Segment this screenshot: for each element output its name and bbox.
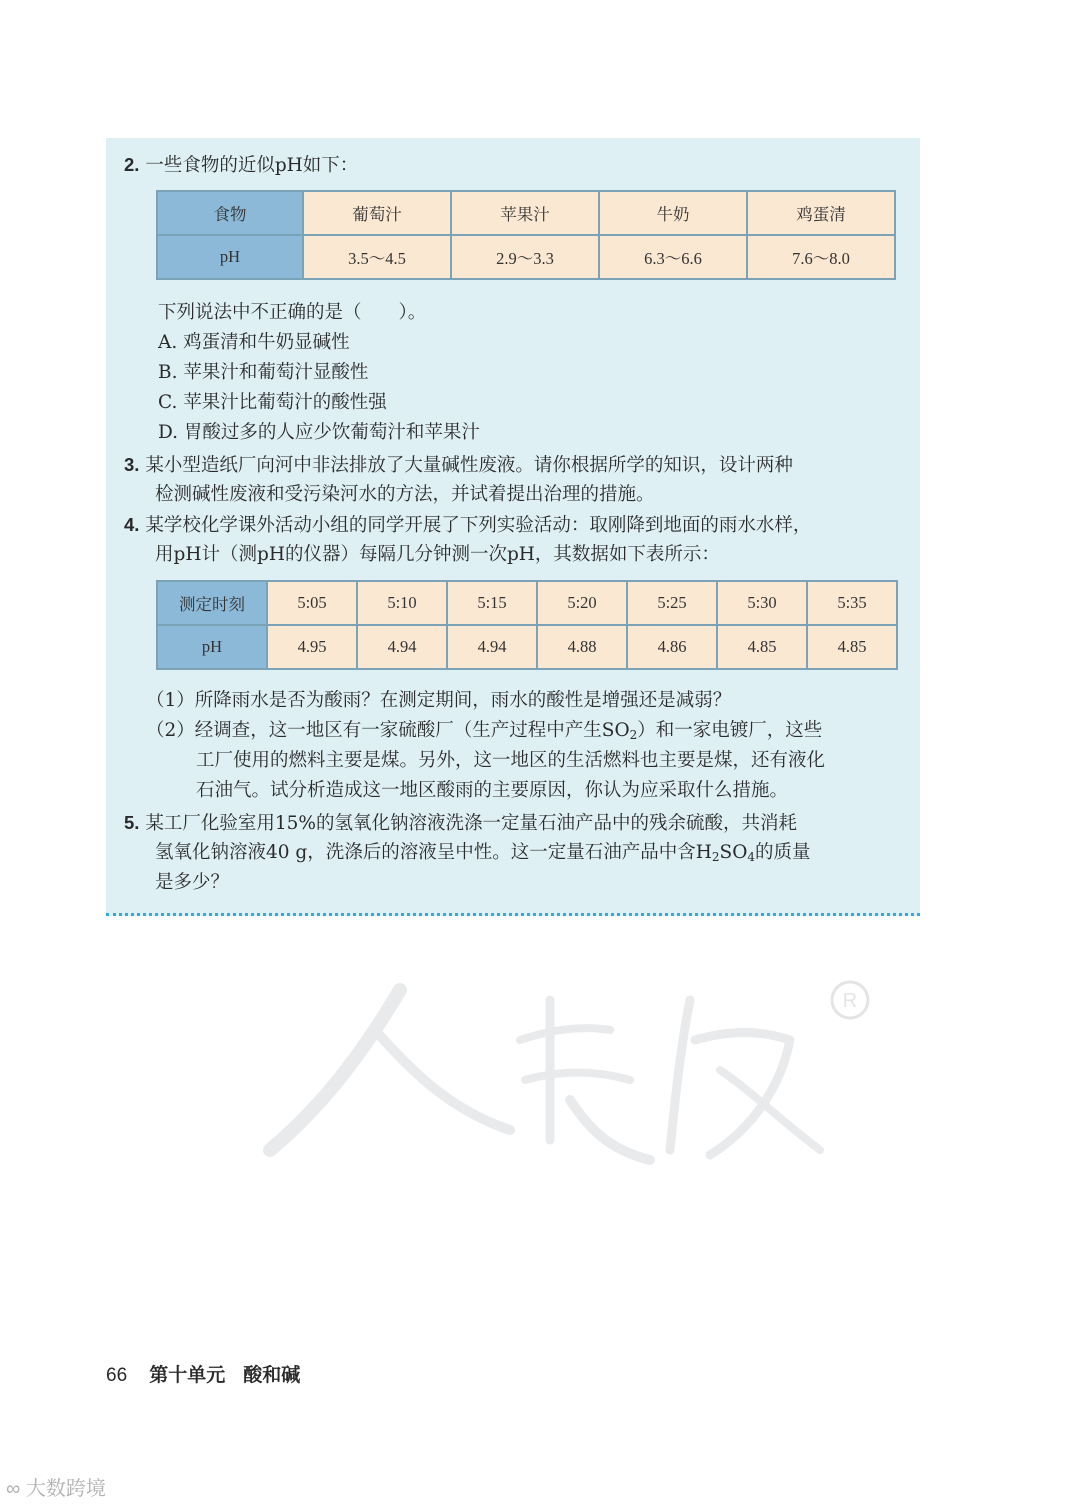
table-row — [157, 235, 895, 279]
question-4-sub-2-line-2: 工厂使用的燃料主要是煤。另外，这一地区的生活燃料也主要是煤，还有液化 — [196, 750, 826, 771]
table-header-cell: 5:35 — [807, 581, 897, 625]
source-watermark-text: 大数跨境 — [25, 1478, 106, 1500]
unit-title: 酸和碱 — [243, 1365, 301, 1386]
question-4-line-2: 用pH计（测pH的仪器）每隔几分钟测一次pH，其数据如下表所示： — [155, 544, 720, 565]
table-cell: 4.94 — [447, 625, 537, 669]
table-header-cell: 葡萄汁 — [303, 191, 451, 235]
table-header-cell: 5:10 — [357, 581, 447, 625]
question-4-sub-1: （1）所降雨水是否为酸雨？在测定期间，雨水的酸性是增强还是减弱？ — [146, 690, 732, 711]
table-cell: 4.86 — [627, 625, 717, 669]
question-3-line-2: 检测碱性废液和受污染河水的方法，并试着提出治理的措施。 — [155, 484, 655, 505]
rain-ph-table — [156, 580, 898, 670]
page-number: 66 — [106, 1365, 128, 1386]
question-5-line-2 — [155, 838, 811, 868]
question-5-line-3: 是多少？ — [155, 872, 230, 893]
table-cell: 6.3～6.6 — [599, 235, 747, 279]
table-cell: 3.5～4.5 — [303, 235, 451, 279]
option-a: A. 鸡蛋清和牛奶显碱性 — [158, 332, 350, 353]
table-header-cell: 5:25 — [627, 581, 717, 625]
table-cell: 4.85 — [807, 625, 897, 669]
question-4-sub-2-line-3: 石油气。试分析造成这一地区酸雨的主要原因，你认为应采取什么措施。 — [196, 780, 789, 801]
table-header-cell: 5:20 — [537, 581, 627, 625]
question-number: 3. — [124, 454, 140, 475]
source-watermark — [6, 1472, 106, 1501]
question-3-line-1 — [124, 450, 793, 481]
table-header-cell: 食物 — [157, 191, 303, 235]
text-segment: SO — [719, 842, 748, 863]
table-header-cell: 鸡蛋清 — [747, 191, 895, 235]
subscript: 4 — [747, 850, 756, 864]
table-cell: 4.95 — [267, 625, 357, 669]
subscript: 2 — [629, 728, 638, 742]
table-header-cell: 牛奶 — [599, 191, 747, 235]
table-header-cell: 5:30 — [717, 581, 807, 625]
table-row-label: pH — [157, 235, 303, 279]
text-segment: 氢氧化钠溶液40 g，洗涤后的溶液呈中性。这一定量石油产品中含H — [155, 842, 712, 863]
subscript: 2 — [711, 850, 720, 864]
question-4-sub-2-line-1 — [146, 716, 822, 746]
table-cell: 4.94 — [357, 625, 447, 669]
question-number: 2. — [124, 154, 140, 175]
table-cell: 7.6～8.0 — [747, 235, 895, 279]
text-segment: （2）经调查，这一地区有一家硫酸厂（生产过程中产生SO — [146, 720, 630, 741]
table-row — [157, 625, 897, 669]
table-header-cell: 苹果汁 — [451, 191, 599, 235]
text-segment: 的质量 — [755, 842, 811, 863]
registered-mark-letter: R — [842, 990, 858, 1012]
option-b: B. 苹果汁和葡萄汁显酸性 — [158, 362, 369, 383]
question-2-stem — [124, 150, 358, 181]
question-text: 某学校化学课外活动小组的同学开展了下列实验活动：取刚降到地面的雨水水样， — [145, 515, 812, 536]
food-ph-table — [156, 190, 896, 280]
question-2-prompt: 下列说法中不正确的是（ ）。 — [158, 302, 427, 323]
table-cell: 2.9～3.3 — [451, 235, 599, 279]
publisher-watermark-logo — [250, 960, 890, 1180]
table-row — [157, 581, 897, 625]
table-cell: 4.85 — [717, 625, 807, 669]
table-header-cell: 5:05 — [267, 581, 357, 625]
question-4-line-1 — [124, 510, 811, 541]
question-5-line-1 — [124, 808, 797, 839]
unit-label: 第十单元 — [149, 1365, 226, 1386]
question-number: 4. — [124, 514, 140, 535]
text-segment: ）和一家电镀厂，这些 — [637, 720, 823, 741]
option-d: D. 胃酸过多的人应少饮葡萄汁和苹果汁 — [158, 422, 480, 443]
infinity-icon: ∞ — [6, 1478, 21, 1500]
question-text: 一些食物的近似pH如下： — [145, 155, 359, 176]
table-row-label: pH — [157, 625, 267, 669]
question-number: 5. — [124, 812, 140, 833]
table-header-cell: 测定时刻 — [157, 581, 267, 625]
table-header-cell: 5:15 — [447, 581, 537, 625]
question-text: 某工厂化验室用15%的氢氧化钠溶液洗涤一定量石油产品中的残余硫酸，共消耗 — [145, 813, 797, 834]
page-footer — [106, 1360, 300, 1387]
table-cell: 4.88 — [537, 625, 627, 669]
table-row — [157, 191, 895, 235]
question-text: 某小型造纸厂向河中非法排放了大量碱性废液。请你根据所学的知识，设计两种 — [145, 455, 793, 476]
option-c: C. 苹果汁比葡萄汁的酸性强 — [158, 392, 387, 413]
